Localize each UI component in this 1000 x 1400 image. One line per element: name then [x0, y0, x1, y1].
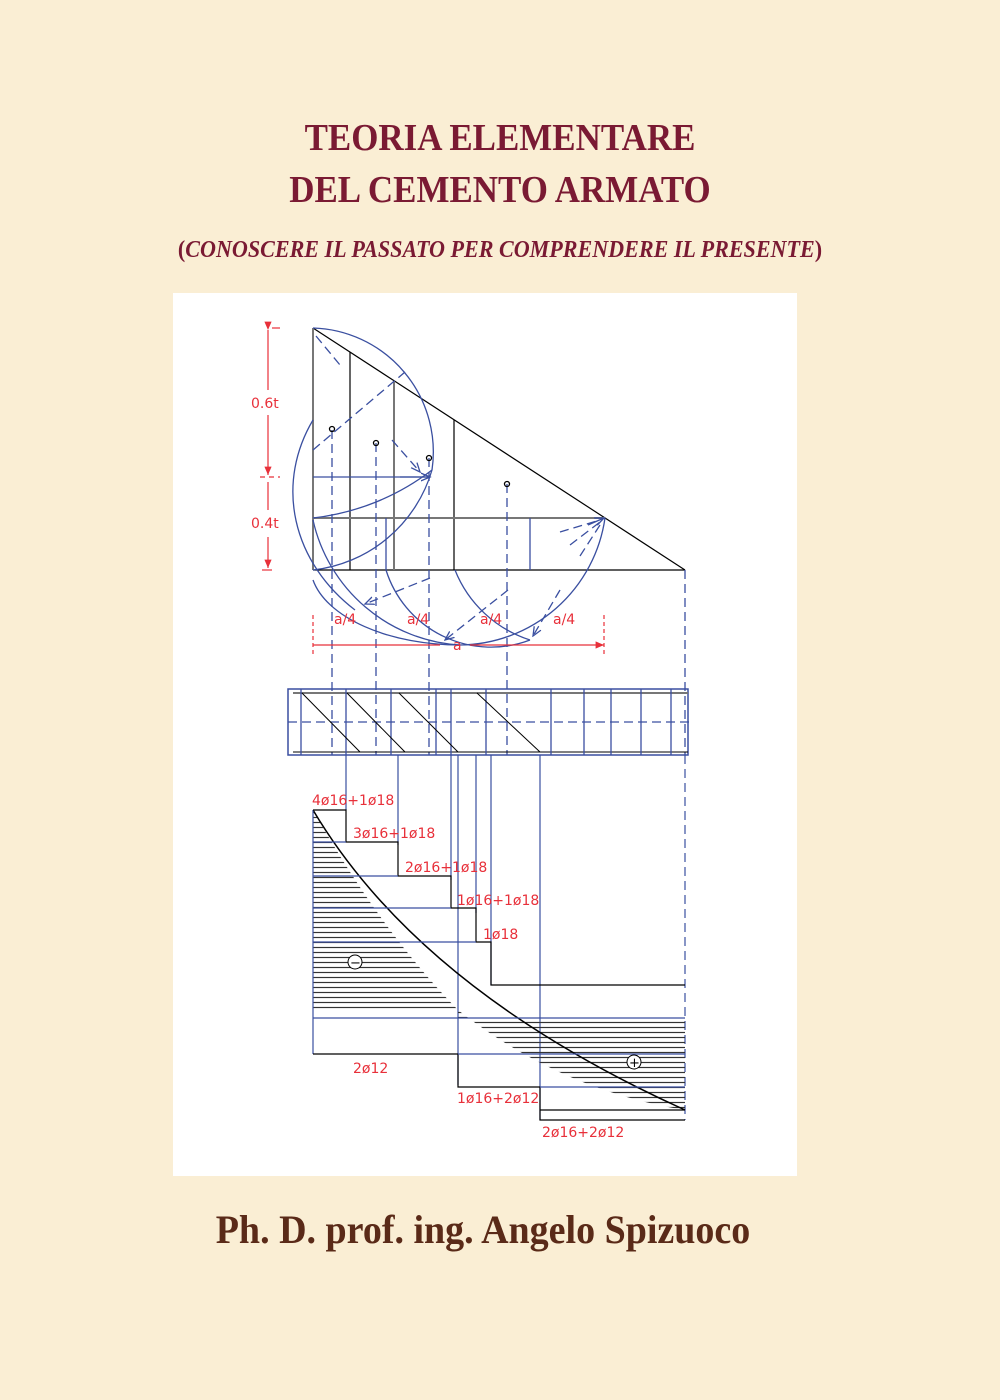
technical-drawing-panel [173, 293, 797, 1176]
quarter-label-2: a/4 [407, 612, 430, 628]
rebar-label-2: 3ø16+1ø18 [353, 826, 436, 842]
title-line-2: DEL CEMENTO ARMATO [289, 169, 711, 211]
rebar-label-3: 2ø16+1ø18 [405, 860, 488, 876]
construction-lines [288, 328, 690, 755]
negative-sign: − [350, 956, 361, 971]
positive-sign: + [629, 1056, 640, 1071]
subtitle-close-paren: ) [814, 237, 823, 263]
dim-label-bottom: 0.4t [251, 516, 279, 532]
rebar-label-bottom-2: 1ø16+2ø12 [457, 1091, 540, 1107]
quarter-label-1: a/4 [334, 612, 357, 628]
quarter-label-4: a/4 [553, 612, 576, 628]
rebar-label-4: 1ø16+1ø18 [457, 893, 540, 909]
author-name: Ph. D. prof. ing. Angelo Spizuoco [215, 1207, 751, 1252]
span-label: a [453, 638, 462, 654]
quarter-label-3: a/4 [480, 612, 503, 628]
rebar-label-5: 1ø18 [483, 927, 519, 943]
reinforced-concrete-diagram [173, 293, 797, 1176]
rebar-label-bottom-1: 2ø12 [353, 1061, 389, 1077]
title-line-1: TEORIA ELEMENTARE [304, 117, 696, 159]
triangle-diagram [313, 328, 685, 570]
rebar-label-1: 4ø16+1ø18 [312, 793, 395, 809]
rebar-label-bottom-3: 2ø16+2ø12 [542, 1125, 625, 1141]
dim-label-top: 0.6t [251, 396, 279, 412]
subtitle-open-paren: ( [177, 237, 186, 263]
subtitle-text: CONOSCERE IL PASSATO PER COMPRENDERE IL PRESENTE [185, 237, 815, 263]
dimension-lines [260, 328, 604, 655]
subtitle [40, 237, 960, 264]
